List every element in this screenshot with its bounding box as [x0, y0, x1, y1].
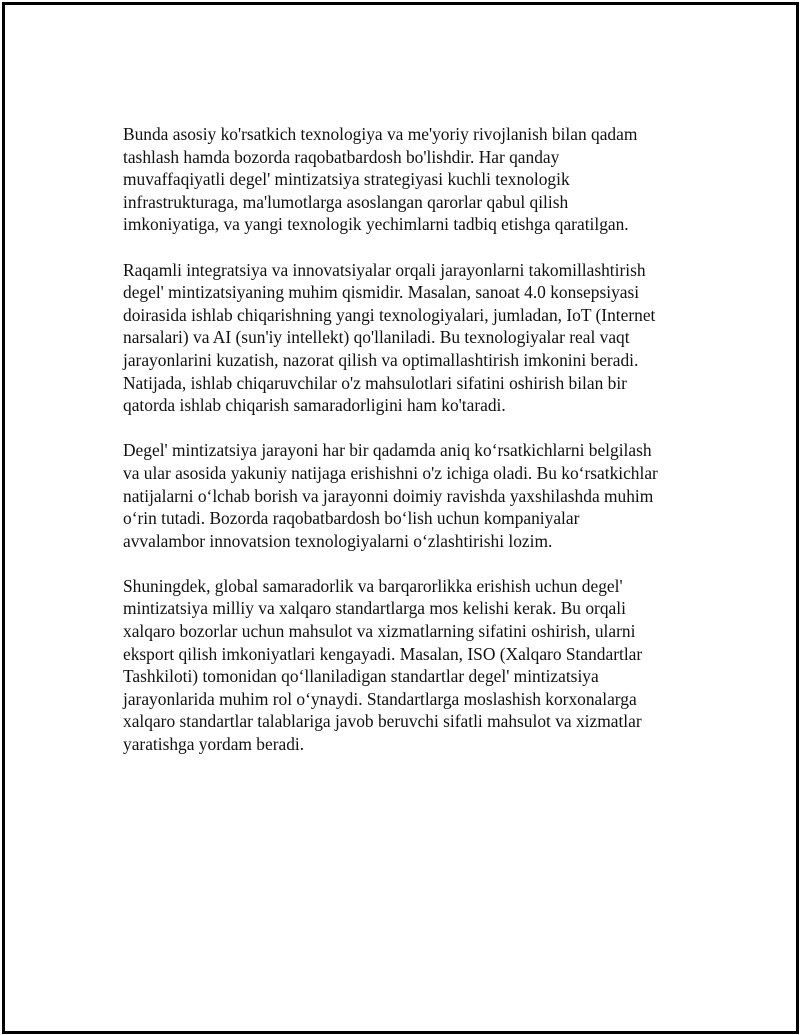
- text-line: va ular asosida yakuniy natijaga erishishni o'z ichiga oladi. Bu koʻrsatkichlar: [123, 462, 658, 483]
- text-line: avvalambor innovatsion texnologiyalarni oʻzlashtirishi lozim.: [123, 530, 553, 551]
- text-line: Tashkiloti) tomonidan qoʻllaniladigan standartlar degel' mintizatsiya: [123, 666, 599, 687]
- text-line: oʻrin tutadi. Bozorda raqobatbardosh boʻlish uchun kompaniyalar: [123, 508, 580, 529]
- text-line: xalqaro bozorlar uchun mahsulot va xizmatlarning sifatini oshirish, ularni: [123, 621, 636, 642]
- text-line: degel' mintizatsiyaning muhim qismidir. Masalan, sanoat 4.0 konsepsiyasi: [123, 282, 640, 303]
- text-line: eksport qilish imkoniyatlari kengayadi. Masalan, ISO (Xalqaro Standartlar: [123, 643, 643, 664]
- text-line: imkoniyatiga, va yangi texnologik yechimlarni tadbiq etishga qaratilgan.: [123, 214, 629, 235]
- text-line: Degel' mintizatsiya jarayoni har bir qadamda aniq koʻrsatkichlarni belgilash: [123, 440, 652, 461]
- document-body: [123, 123, 703, 778]
- text-line: yaratishga yordam beradi.: [123, 734, 305, 755]
- page-border: [2, 2, 799, 1034]
- text-line: mintizatsiya milliy va xalqaro standartlarga mos kelishi kerak. Bu orqali: [123, 598, 626, 619]
- text-line: natijalarni oʻlchab borish va jarayonni doimiy ravishda yaxshilashda muhim: [123, 485, 654, 506]
- text-line: muvaffaqiyatli degel' mintizatsiya strategiyasi kuchli texnologik: [123, 169, 570, 190]
- text-line: jarayonlarida muhim rol oʻynaydi. Standartlarga moslashish korxonalarga: [123, 688, 637, 709]
- text-line: Shuningdek, global samaradorlik va barqarorlikka erishish uchun degel': [123, 575, 623, 596]
- text-line: doirasida ishlab chiqarishning yangi texnologiyalari, jumladan, IoT (Internet: [123, 304, 656, 325]
- text-line: xalqaro standartlar talablariga javob beruvchi sifatli mahsulot va xizmatlar: [123, 711, 642, 732]
- text-line: Raqamli integratsiya va innovatsiyalar orqali jarayonlarni takomillashtirish: [123, 259, 646, 280]
- text-line: jarayonlarini kuzatish, nazorat qilish va optimallashtirish imkonini beradi.: [123, 349, 639, 370]
- text-line: Natijada, ishlab chiqaruvchilar o'z mahsulotlari sifatini oshirish bilan bir: [123, 372, 627, 393]
- paragraph-1: [123, 123, 703, 236]
- paragraph-4: [123, 575, 703, 756]
- paragraph-3: [123, 439, 703, 552]
- paragraph-2: [123, 259, 703, 417]
- text-line: tashlash hamda bozorda raqobatbardosh bo'lishdir. Har qanday: [123, 146, 560, 167]
- text-line: narsalari) va AI (sun'iy intellekt) qo'llaniladi. Bu texnologiyalar real vaqt: [123, 327, 630, 348]
- text-line: infrastrukturaga, ma'lumotlarga asoslangan qarorlar qabul qilish: [123, 191, 569, 212]
- text-line: qatorda ishlab chiqarish samaradorligini ham ko'taradi.: [123, 395, 506, 416]
- text-line: Bunda asosiy ko'rsatkich texnologiya va me'yoriy rivojlanish bilan qadam: [123, 124, 638, 144]
